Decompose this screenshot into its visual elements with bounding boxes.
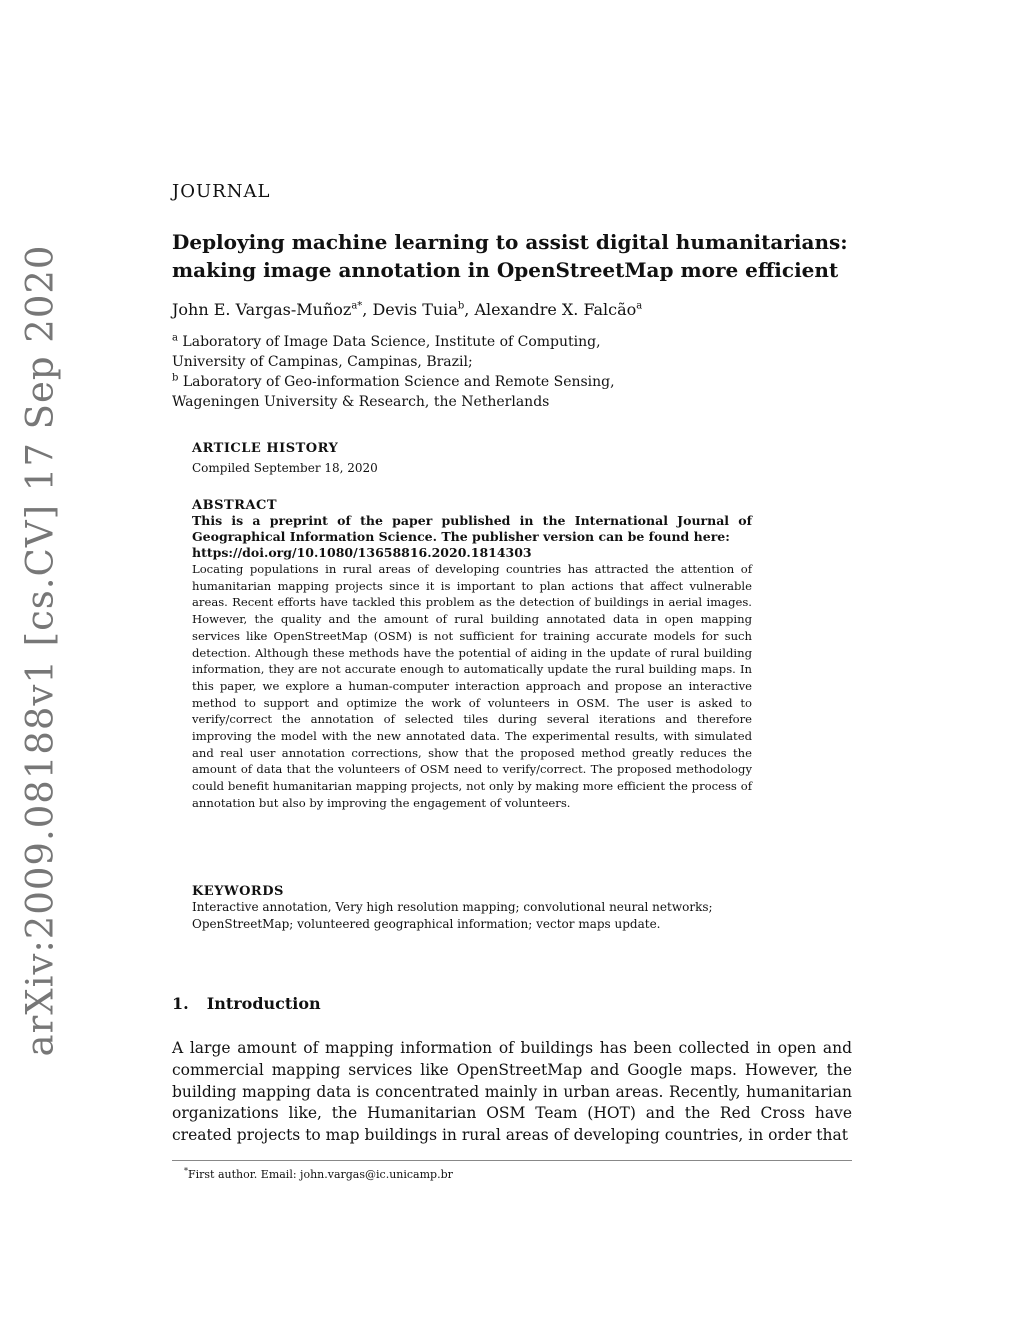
author-affiliation-mark: b [457,300,465,312]
section-title: Introduction [206,994,321,1013]
author-separator: , [362,300,373,319]
author-name: Alexandre X. Falcão [474,300,637,319]
affiliation-line: University of Campinas, Campinas, Brazil; [172,354,473,370]
footnote-text: First author. Email: john.vargas@ic.unicamp.br [188,1168,453,1181]
affiliation-line: $^b$ Laboratory of Geo-information Science and Remote Sensing, [172,372,615,390]
journal-name: JOURNAL [172,181,271,202]
preprint-notice: This is a preprint of the paper published in the International Journal of Geographical Information Science. The publisher version can be found here: [192,513,752,544]
author-affiliation-mark: a* [351,300,363,312]
author-name: Devis Tuia [372,300,458,319]
affiliation-mark: b [172,372,179,384]
footnote [184,1168,453,1181]
keywords-heading: KEYWORDS [192,884,284,899]
arxiv-id-text: arXiv:2009.08188v1 [cs.CV] 17 Sep 2020 [18,244,62,1056]
compiled-date: Compiled September 18, 2020 [192,461,378,475]
affiliation-mark: a [172,332,178,344]
article-history [192,441,752,475]
introduction-text: A large amount of mapping information of buildings has been collected in open and commercial mapping services like OpenStreetMap and Google maps. However, the building mapping data is concentrated mainly in urban areas. Recently, humanitarian organizations like, the Humanitarian OSM Team (HOT) and the Red Cross have created projects to map buildings in rural areas of developing countries, in order that [172,1039,852,1145]
keywords-text: Interactive annotation, Very high resolution mapping; convolutional neural networks; OpenStreetMap; volunteered geographical information; vector maps update. [192,900,713,931]
affiliation-line: Wageningen University & Research, the Netherlands [172,394,550,410]
abstract-section [192,498,752,812]
author-separator: , [464,300,475,319]
footnote-divider [172,1160,852,1161]
author-list [172,300,642,319]
author-affiliation-mark: a [636,300,643,312]
footnote-mark: * [184,1166,188,1176]
introduction-heading [172,994,321,1013]
arxiv-side-identifier [18,244,62,1056]
affiliations [172,332,852,412]
article-history-heading: ARTICLE HISTORY [192,441,339,456]
author-name: John E. Vargas-Muñoz [172,300,352,319]
doi-link[interactable]: https://doi.org/10.1080/13658816.2020.1814303 [192,545,532,560]
keywords-section [192,884,732,932]
affiliation-line: $^a$ Laboratory of Image Data Science, Institute of Computing, [172,332,601,350]
paper-title: Deploying machine learning to assist digital humanitarians: making image annotation in OpenStreetMap more efficient [172,230,848,282]
abstract-heading: ABSTRACT [192,498,278,513]
section-number: 1. [172,994,189,1013]
abstract-text: Locating populations in rural areas of developing countries has attracted the attention of humanitarian mapping projects since it is important to plan actions that affect vulnerable areas. Recent efforts have tackled this problem as the detection of buildings in aerial images. However, the quality and the amount of rural building annotated data in open mapping services like OpenStreetMap (OSM) is not sufficient for training accurate models for such detection. Although these methods have the potential of aiding in the update of rural building information, they are not accurate enough to automatically update the rural building maps. In this paper, we explore a human-computer interaction approach and propose an interactive method to support and optimize the work of volunteers in OSM. The user is asked to verify/correct the annotation of selected tiles during several iterations and therefore improving the model with the new annotated data. The experimental results, with simulated and real user annotation corrections, show that the proposed method greatly reduces the amount of data that the volunteers of OSM need to verify/correct. The proposed methodology could benefit humanitarian mapping projects, not only by making more efficient the process of annotation but also by improving the engagement of volunteers. [192,562,752,810]
